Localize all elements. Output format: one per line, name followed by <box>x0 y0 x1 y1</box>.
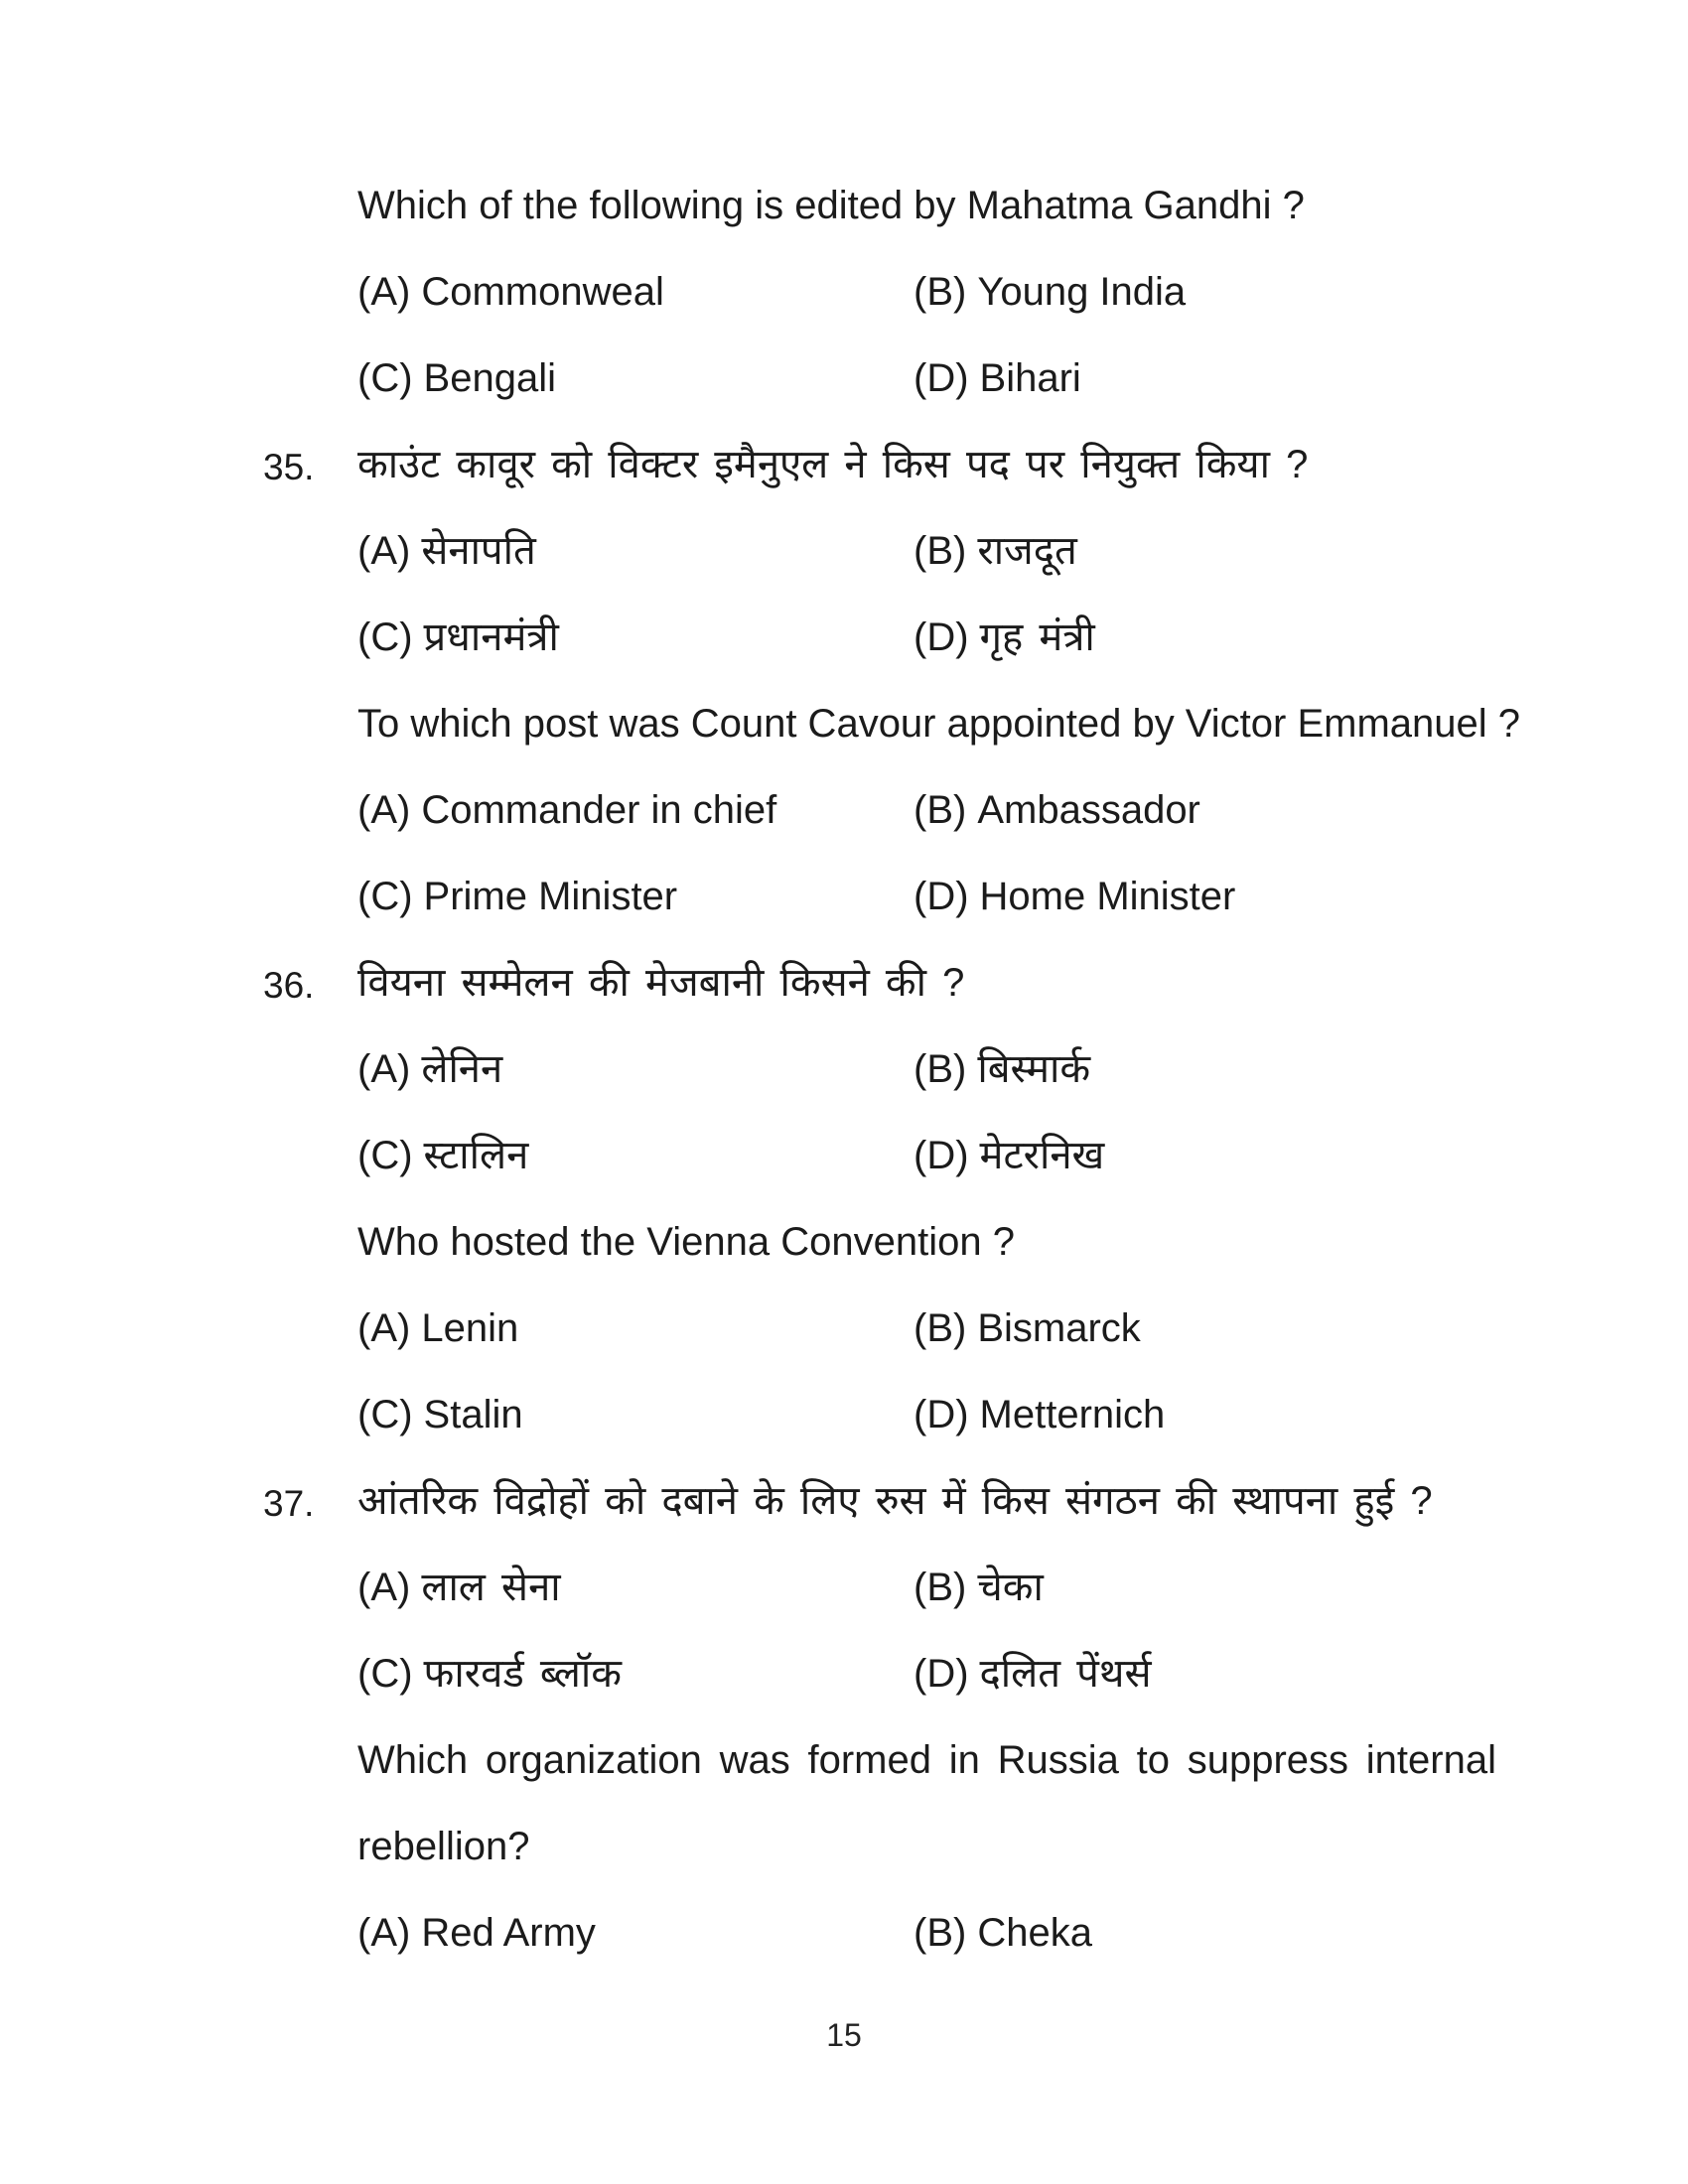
option-34b-label: (B) <box>914 270 967 314</box>
option-36b-english-label: (B) <box>914 1306 967 1350</box>
question-37-hindi-options-row-ab <box>0 1564 1688 1611</box>
option-36b-hindi-text: बिस्मार्क <box>977 1047 1091 1091</box>
option-35d-english-label: (D) <box>914 875 969 918</box>
option-34c-text: Bengali <box>423 356 556 400</box>
option-36d-hindi-label: (D) <box>914 1134 969 1177</box>
question-35-number: 35. <box>263 447 315 487</box>
option-37c-hindi-text: फारवर्ड ब्लॉक <box>423 1652 622 1696</box>
option-36c-hindi-label: (C) <box>357 1134 413 1177</box>
option-36d-english-text: Metternich <box>979 1393 1166 1436</box>
option-36a-hindi-label: (A) <box>357 1047 411 1091</box>
question-36-hindi <box>0 959 1688 1007</box>
option-37c-hindi <box>357 1650 914 1698</box>
option-35c-hindi-label: (C) <box>357 615 413 659</box>
option-36d-hindi <box>914 1132 1104 1179</box>
question-37-english-options-row-ab <box>0 1909 1688 1957</box>
option-36b-hindi-label: (B) <box>914 1047 967 1091</box>
option-35d-hindi-label: (D) <box>914 615 969 659</box>
option-35a-english <box>357 786 914 834</box>
option-37a-hindi-label: (A) <box>357 1566 411 1609</box>
question-36-english-options-row-ab <box>0 1304 1688 1352</box>
option-36a-english <box>357 1304 914 1352</box>
question-37-hindi-options-row-cd <box>0 1650 1688 1698</box>
question-37-english-text-line1: Which organization was formed in Russia to suppress internal <box>357 1738 1496 1782</box>
option-35d-english <box>914 873 1235 920</box>
page-number: 15 <box>826 2017 862 2053</box>
question-35-hindi-options-row-cd <box>0 614 1688 661</box>
option-34b-text: Young India <box>977 270 1187 314</box>
question-35-english-text: To which post was Count Cavour appointed by Victor Emmanuel ? <box>357 702 1520 746</box>
question-36-english <box>0 1218 1688 1266</box>
option-36b-english-text: Bismarck <box>977 1306 1141 1350</box>
question-37-english-line1 <box>0 1736 1688 1784</box>
option-34d-english <box>914 354 1081 402</box>
option-35b-hindi <box>914 527 1077 575</box>
question-36-hindi-options-row-cd <box>0 1132 1688 1179</box>
option-37a-hindi <box>357 1564 914 1611</box>
question-37-number: 37. <box>263 1483 315 1524</box>
question-35-english-options-row-ab <box>0 786 1688 834</box>
question-37-hindi-text: आंतरिक विद्रोहों को दबाने के लिए रुस में किस संगठन की स्थापना हुई ? <box>357 1479 1433 1523</box>
option-37a-hindi-text: लाल सेना <box>421 1566 561 1609</box>
option-36c-english-text: Stalin <box>423 1393 523 1436</box>
option-35b-hindi-text: राजदूत <box>977 529 1077 573</box>
option-34c-label: (C) <box>357 356 413 400</box>
option-35c-hindi <box>357 614 914 661</box>
option-37d-hindi-text: दलित पेंथर्स <box>979 1652 1152 1696</box>
question-37-english-text-line2: rebellion? <box>357 1825 530 1868</box>
question-35-hindi-text: काउंट कावूर को विक्टर इमैनुएल ने किस पद पर नियुक्त किया ? <box>357 443 1309 486</box>
option-35d-english-text: Home Minister <box>979 875 1236 918</box>
option-36a-english-label: (A) <box>357 1306 411 1350</box>
option-36a-english-text: Lenin <box>421 1306 519 1350</box>
question-36-hindi-text: वियना सम्मेलन की मेजबानी किसने की ? <box>357 961 965 1005</box>
option-36d-english <box>914 1391 1165 1438</box>
page-content <box>0 182 1688 1995</box>
option-36d-english-label: (D) <box>914 1393 969 1436</box>
option-35b-english-text: Ambassador <box>977 788 1200 832</box>
option-34c-english <box>357 354 914 402</box>
option-37a-english-text: Red Army <box>421 1911 596 1955</box>
option-34a-label: (A) <box>357 270 411 314</box>
option-34d-text: Bihari <box>979 356 1081 400</box>
option-37a-english-label: (A) <box>357 1911 411 1955</box>
question-36-english-options-row-cd <box>0 1391 1688 1438</box>
option-37b-english-label: (B) <box>914 1911 967 1955</box>
option-36b-english <box>914 1304 1141 1352</box>
option-35c-hindi-text: प्रधानमंत्री <box>423 615 559 659</box>
question-35-english <box>0 700 1688 748</box>
option-37c-hindi-label: (C) <box>357 1652 413 1696</box>
option-34d-label: (D) <box>914 356 969 400</box>
question-35-hindi <box>0 441 1688 488</box>
option-35b-hindi-label: (B) <box>914 529 967 573</box>
option-37b-hindi <box>914 1564 1044 1611</box>
option-34a-text: Commonweal <box>421 270 664 314</box>
option-35d-hindi-text: गृह मंत्री <box>979 615 1095 659</box>
option-35a-english-text: Commander in chief <box>421 788 777 832</box>
question-35-english-options-row-cd <box>0 873 1688 920</box>
option-37b-hindi-label: (B) <box>914 1566 967 1609</box>
option-35c-english <box>357 873 914 920</box>
question-37-english-line2 <box>0 1823 1688 1870</box>
question-35-hindi-options-row-ab <box>0 527 1688 575</box>
option-37b-hindi-text: चेका <box>977 1566 1044 1609</box>
option-37a-english <box>357 1909 914 1957</box>
option-34b-english <box>914 268 1186 316</box>
option-36a-hindi-text: लेनिन <box>421 1047 503 1091</box>
option-36a-hindi <box>357 1045 914 1093</box>
option-35a-english-label: (A) <box>357 788 411 832</box>
option-35a-hindi-text: सेनापति <box>421 529 536 573</box>
question-37-hindi <box>0 1477 1688 1525</box>
question-36-english-text: Who hosted the Vienna Convention ? <box>357 1220 1015 1264</box>
option-36c-hindi <box>357 1132 914 1179</box>
question-34-english-text: Which of the following is edited by Mahatma Gandhi ? <box>357 184 1305 227</box>
option-37b-english <box>914 1909 1092 1957</box>
option-35b-english-label: (B) <box>914 788 967 832</box>
option-35c-english-text: Prime Minister <box>423 875 678 918</box>
option-35b-english <box>914 786 1200 834</box>
option-37d-hindi-label: (D) <box>914 1652 969 1696</box>
option-34a-english <box>357 268 914 316</box>
option-36c-english-label: (C) <box>357 1393 413 1436</box>
option-35d-hindi <box>914 614 1095 661</box>
question-34-options-row-ab <box>0 268 1688 316</box>
option-37d-hindi <box>914 1650 1152 1698</box>
question-36-hindi-options-row-ab <box>0 1045 1688 1093</box>
option-36b-hindi <box>914 1045 1090 1093</box>
option-35a-hindi <box>357 527 914 575</box>
option-36d-hindi-text: मेटरनिख <box>979 1134 1105 1177</box>
option-35a-hindi-label: (A) <box>357 529 411 573</box>
question-34-english <box>0 182 1688 229</box>
option-36c-english <box>357 1391 914 1438</box>
option-36c-hindi-text: स्टालिन <box>423 1134 529 1177</box>
question-36-number: 36. <box>263 965 315 1006</box>
option-37b-english-text: Cheka <box>977 1911 1092 1955</box>
question-34-options-row-cd <box>0 354 1688 402</box>
option-35c-english-label: (C) <box>357 875 413 918</box>
